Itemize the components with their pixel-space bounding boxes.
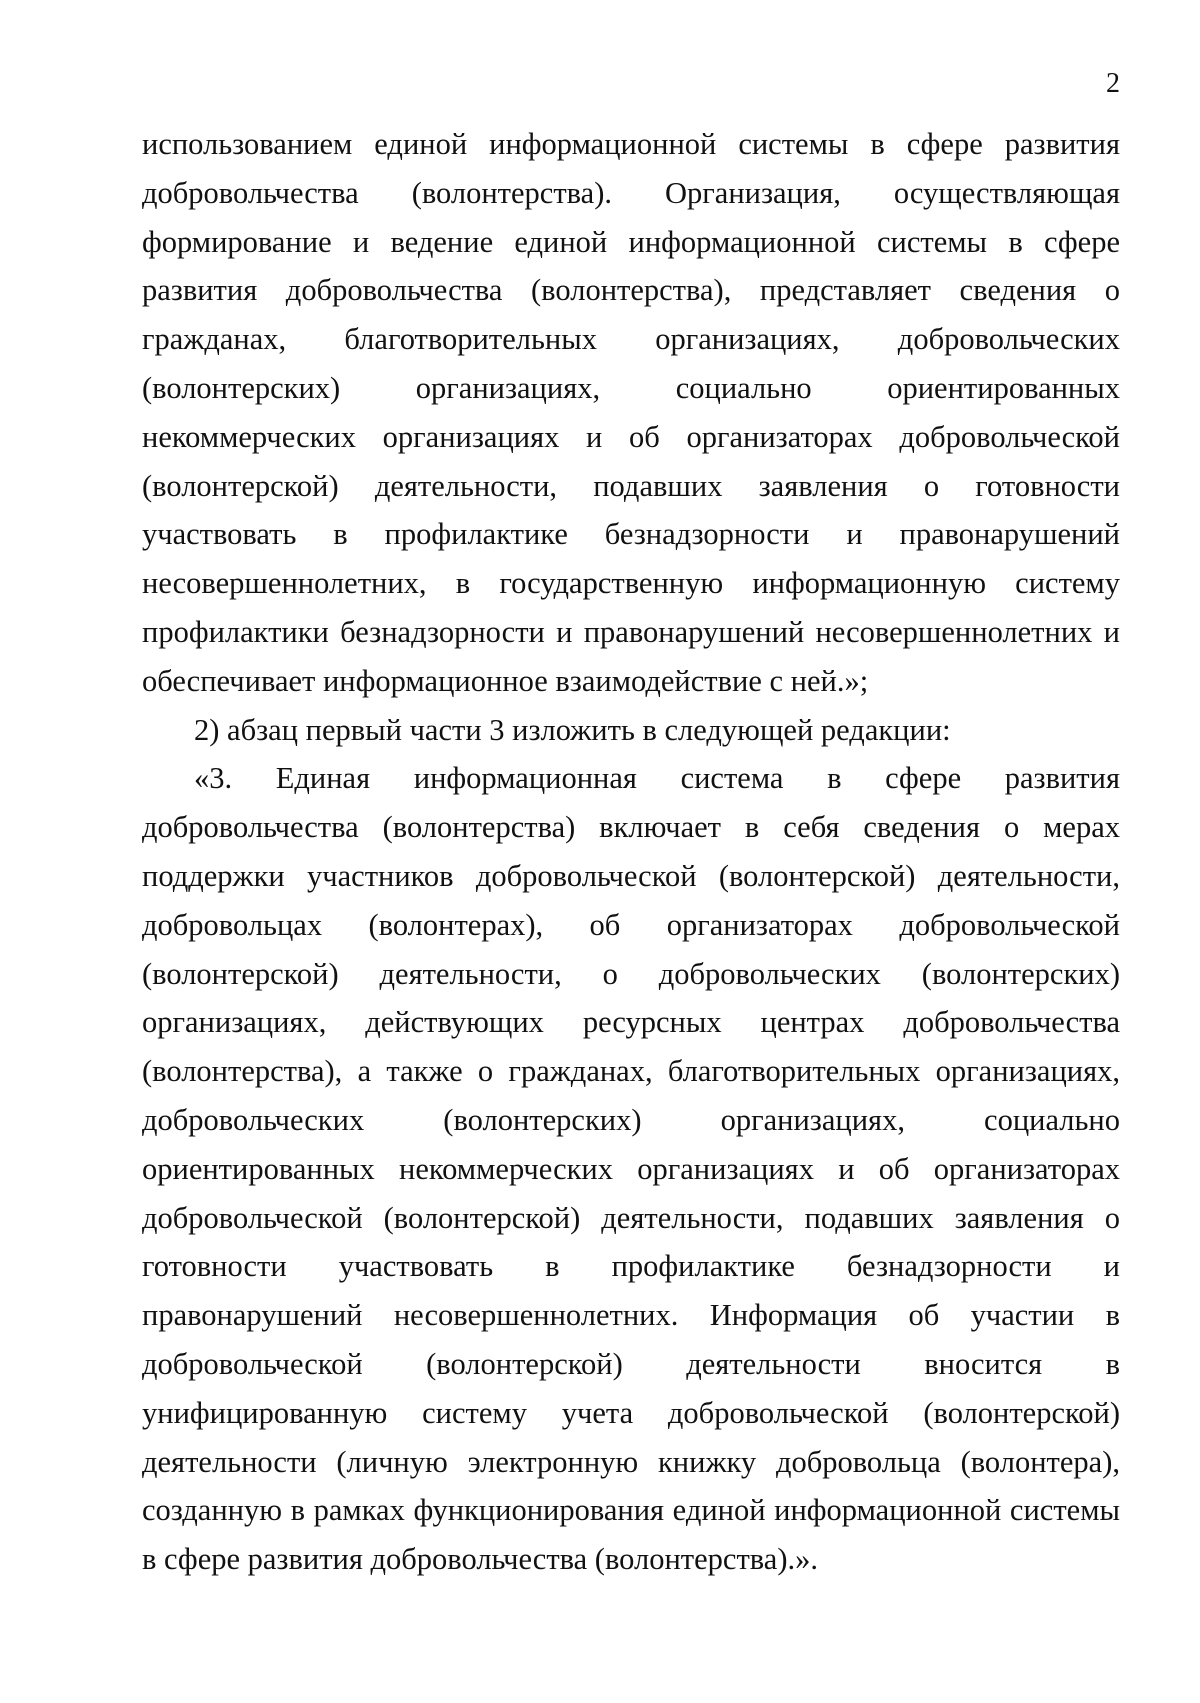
page-number: 2 (1106, 68, 1120, 99)
paragraph-part-3-text: «3. Единая информационная система в сфере развития добровольчества (волонтерства) включает в себя сведения о мерах поддержки участников добровольческой (волонтерской) деятельности, добровольцах (волонтерах), об организаторах добровольческой (волонтерской) деятельности, о добровольческих (волонтерских) организациях, действующих ресурсных центрах добровольчества (волонтерства), а также о гражданах, благотворительных организациях, добровольческих (волонтерских) организациях, социально ориентированных некоммерческих организациях и об организаторах добровольческой (волонтерской) деятельности, подавших заявления о готовности участвовать в профилактике безнадзорности и правонарушений несовершеннолетних. Информация об участии в добровольческой (волонтерской) деятельности вносится в унифицированную систему учета добровольческой (волонтерской) деятельности (личную электронную книжку добровольца (волонтера), созданную в рамках функционирования единой информационной системы в сфере развития добровольчества (волонтерства).». (142, 761, 1120, 1577)
document-body (142, 120, 1120, 1584)
paragraph-amendment-2: 2) абзац первый части 3 изложить в следующей редакции: (194, 712, 951, 747)
paragraph-continuation: использованием единой информационной системы в сфере развития добровольчества (волонтерства). Организация, осуществляющая формирование и ведение единой информационной системы в сфере развития добровольчества (волонтерства), представляет сведения о гражданах, благотворительных организациях, добровольческих (волонтерских) организациях, социально ориентированных некоммерческих организациях и об организаторах добровольческой (волонтерской) деятельности, подавших заявления о готовности участвовать в профилактике безнадзорности и правонарушений несовершеннолетних, в государственную информационную систему профилактики безнадзорности и правонарушений несовершеннолетних и обеспечивает информационное взаимодействие с ней.»; (142, 127, 1120, 698)
